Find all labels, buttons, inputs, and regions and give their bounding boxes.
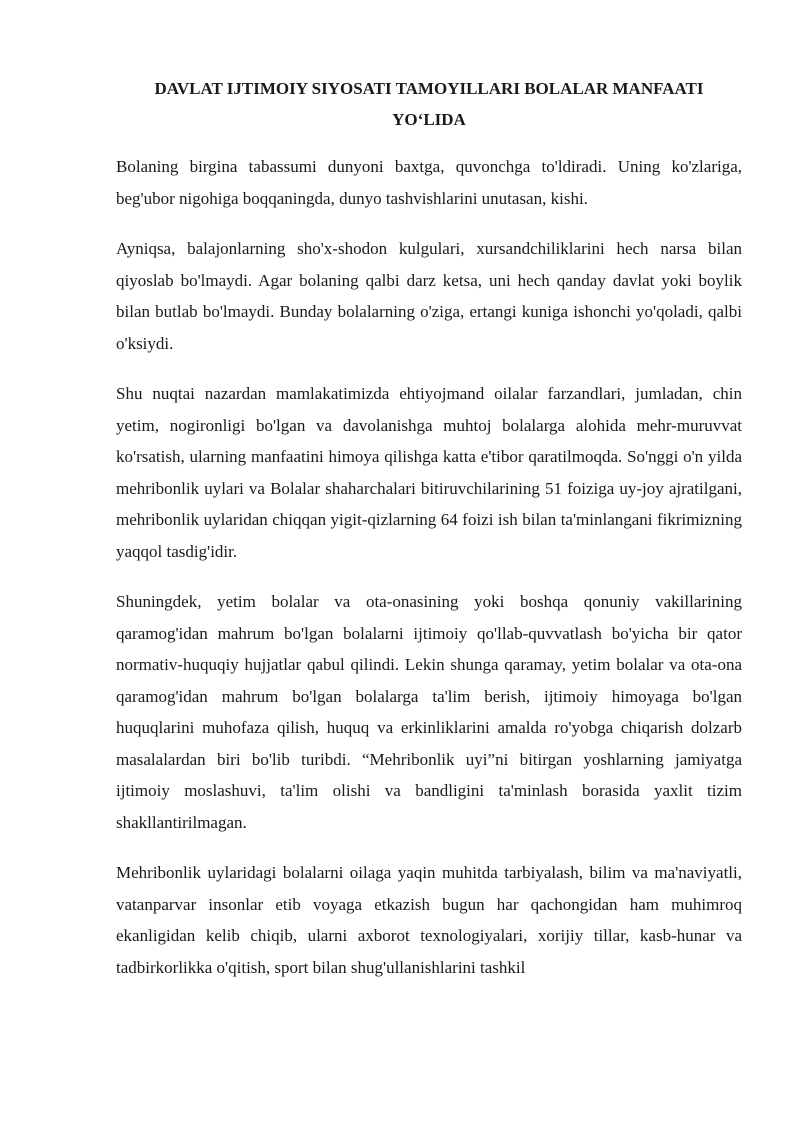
paragraph-1: Bolaning birgina tabassumi dunyoni baxtga, quvonchga to'ldiradi. Uning ko'zlariga, beg'ubor nigohiga boqqaningda, dunyo tashvishlarini unutasan, kishi. xyxy=(116,157,742,208)
paragraph-3: Shu nuqtai nazardan mamlakatimizda ehtiyojmand oilalar farzandlari, jumladan, chin yetim, nogironligi bo'lgan va davolanishga muhtoj bolalarga alohida mehr-muruvvat ko'rsatish, ularning manfaatini himoya qilishga katta e'tibor qaratilmoqda. So'nggi o'n yilda mehribonlik uylari va Bolalar shaharchalari bitiruvchilarining 51 foiziga uy-joy ajratilgani, mehribonlik uylaridan chiqqan yigit-qizlarning 64 foizi ish bilan ta'minlangani fikrimizning yaqqol tasdig'idir. xyxy=(116,384,742,561)
document-title: DAVLAT IJTIMOIY SIYOSATI TAMOYILLARI BOLALAR MANFAATI YO‘LIDA xyxy=(154,79,704,129)
paragraph-5: Mehribonlik uylaridagi bolalarni oilaga yaqin muhitda tarbiyalash, bilim va ma'naviyatli, vatanparvar insonlar etib voyaga etkazish bugun har qachongidan ham muhimroq ekanligidan kelib chiqib, ularni axborot texnologiyalari, xorijiy tillar, kasb-hunar va tadbirkorlikka o'qitish, sport bilan shug'ullanishlarini tashkil xyxy=(116,863,742,977)
paragraph-2: Ayniqsa, balajonlarning sho'x-shodon kulgulari, xursandchiliklarini hech narsa bilan qiyoslab bo'lmaydi. Agar bolaning qalbi darz ketsa, uni hech qanday davlat yoki boylik bilan butlab bo'lmaydi. Bunday bolalarning o'ziga, ertangi kuniga ishonchi yo'qoladi, qalbi o'ksiydi. xyxy=(116,239,742,353)
paragraph-4: Shuningdek, yetim bolalar va ota-onasining yoki boshqa qonuniy vakillarining qaramog'idan mahrum bo'lgan bolalarni ijtimoiy qo'llab-quvvatlash bo'yicha bir qator normativ-huquqiy hujjatlar qabul qilindi. Lekin shunga qaramay, yetim bolalar va ota-ona qaramog'idan mahrum bo'lgan bolalarga ta'lim berish, ijtimoiy himoyaga bo'lgan huquqlarini muhofaza qilish, huquq va erkinliklarini amalda ro'yobga chiqarish dolzarb masalalardan biri bo'lib turibdi. “Mehribonlik uyi”ni bitirgan yoshlarning jamiyatga ijtimoiy moslashuvi, ta'lim olishi va bandligini ta'minlash borasida yaxlit tizim shakllantirilmagan. xyxy=(116,592,742,832)
document-body xyxy=(116,73,742,1002)
